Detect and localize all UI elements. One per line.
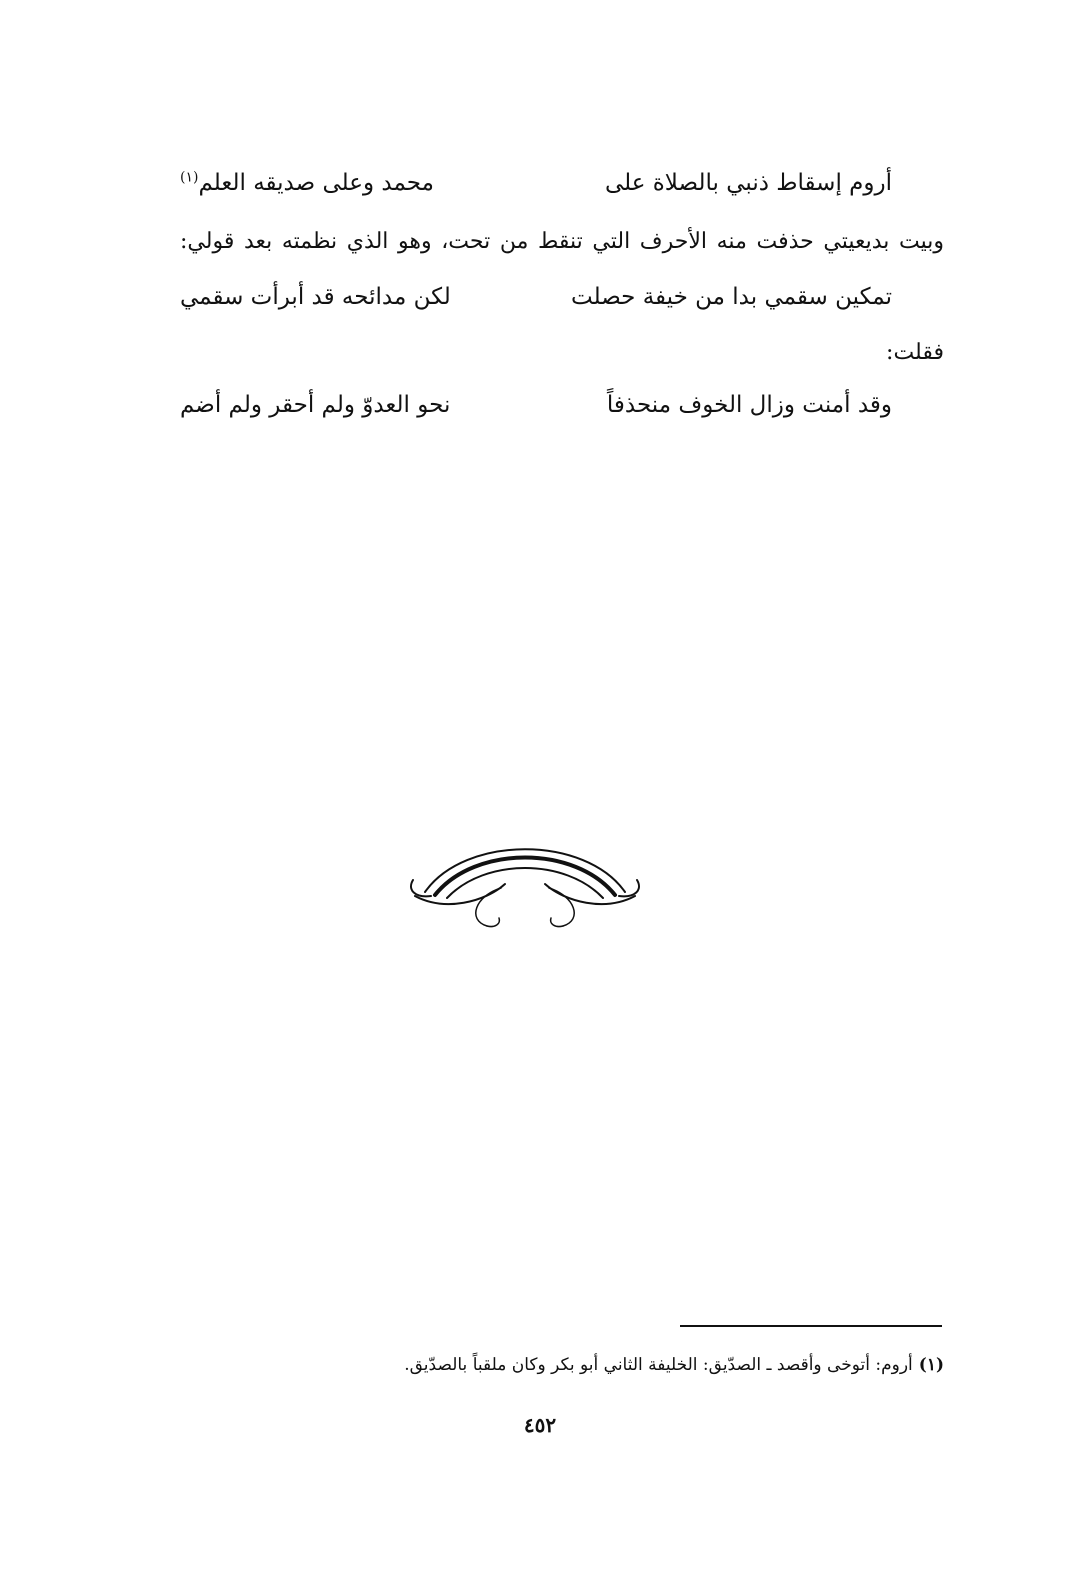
footnote-separator-rule: [680, 1325, 942, 1327]
verse-1-second-hemistich: [180, 163, 434, 203]
verse-3-first-hemistich: وقد أمنت وزال الخوف منحذفاً: [606, 392, 892, 418]
verse-line-3: [180, 385, 892, 425]
footnote: [250, 1350, 944, 1380]
verse-line-2: [180, 277, 892, 317]
footnote-number: (١): [918, 1355, 944, 1375]
verse-line-1: [180, 163, 892, 203]
verse-2-second-hemistich: لكن مدائحه قد أبرأت سقمي: [180, 284, 451, 310]
prose-line-2: فقلت:: [886, 340, 944, 365]
footnote-text: أروم: أتوخى وأقصد ـ الصدّيق: الخليفة الثاني أبو بكر وكان ملقباً بالصدّيق.: [404, 1355, 913, 1375]
scroll-flourish-ornament-icon: [405, 840, 645, 940]
verse-1-second-text: محمد وعلى صديقه العلم: [198, 170, 434, 196]
verse-3-second-hemistich: نحو العدوّ ولم أحقر ولم أضم: [180, 392, 451, 418]
page-number: ٤٥٢: [523, 1413, 557, 1437]
verse-1-first-hemistich: أروم إسقاط ذنبي بالصلاة على: [604, 170, 892, 196]
verse-2-first-hemistich: تمكين سقمي بدا من خيفة حصلت: [571, 284, 892, 310]
prose-line-1: وبيت بديعيتي حذفت منه الأحرف التي تنقط من تحت، وهو الذي نظمته بعد قولي:: [180, 229, 944, 254]
footnote-marker: (١): [180, 169, 199, 186]
